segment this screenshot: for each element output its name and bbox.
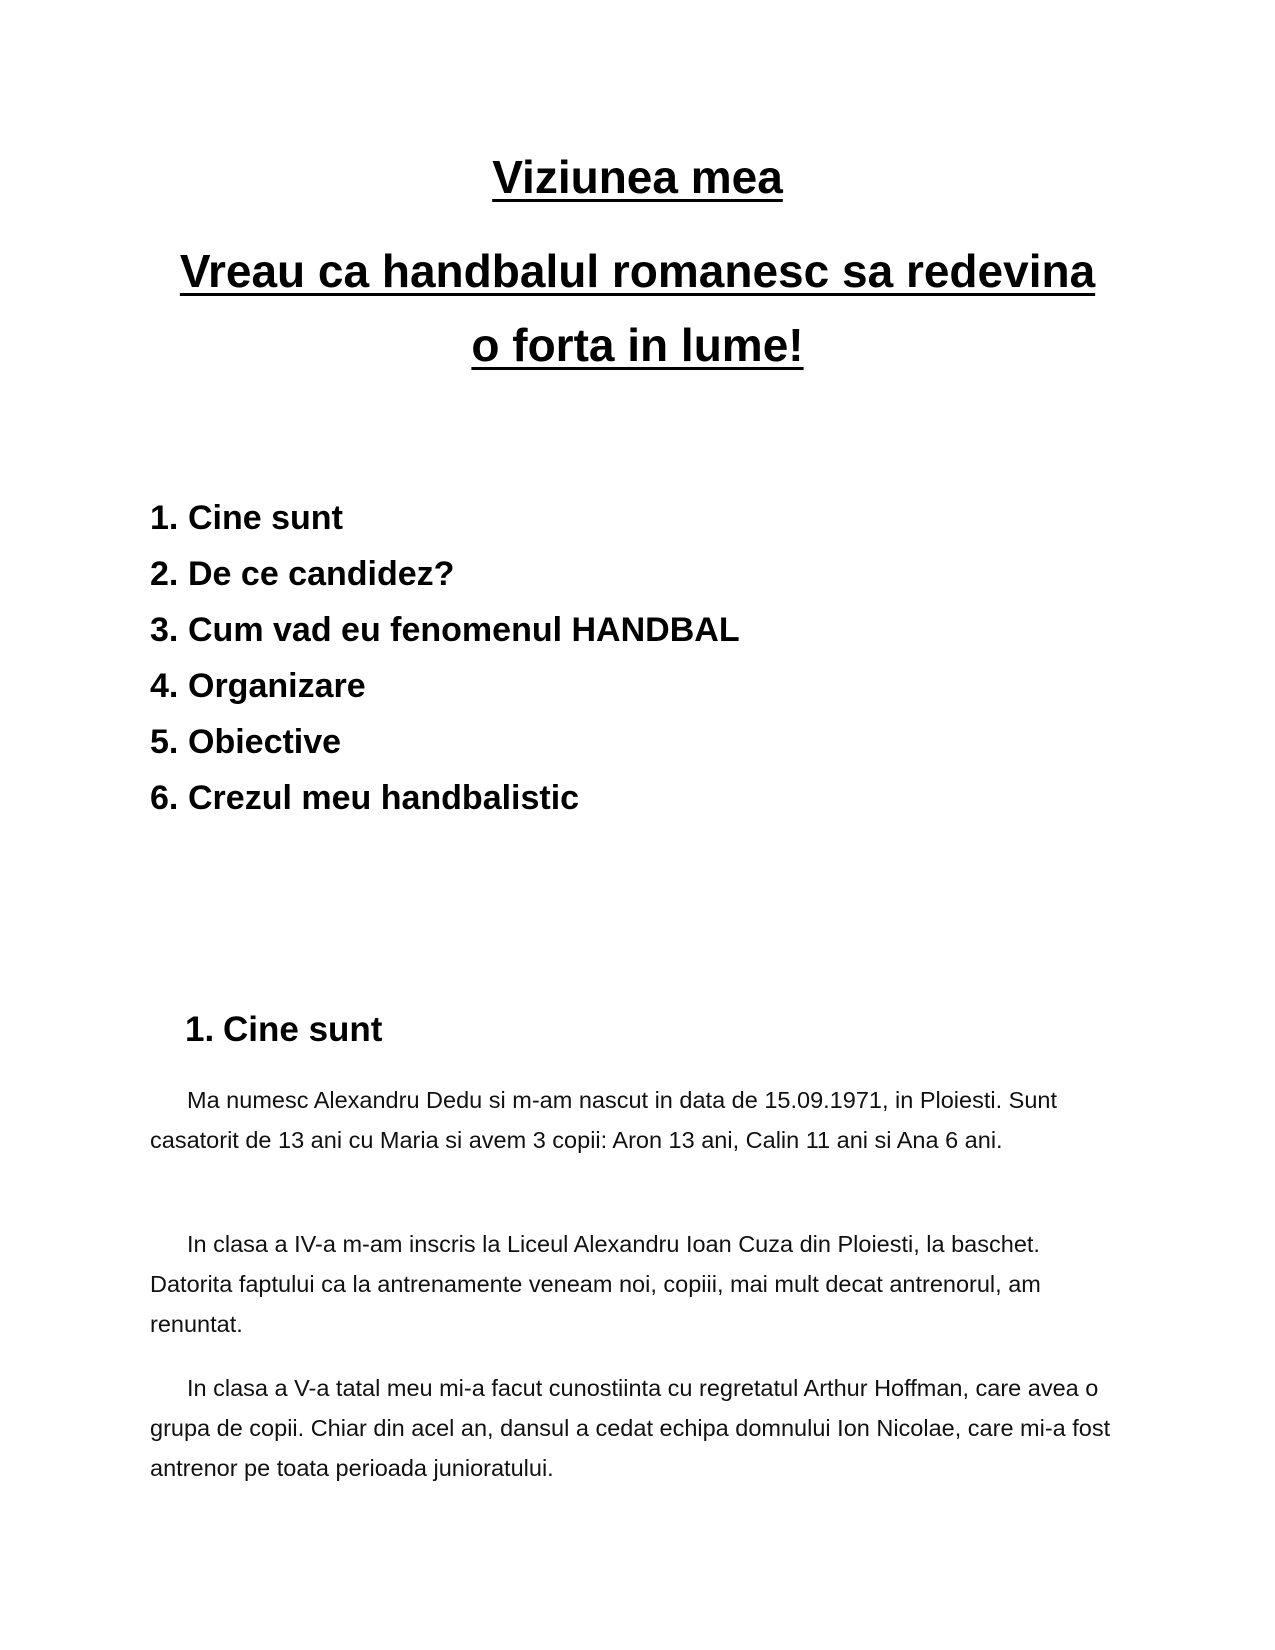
toc-item xyxy=(150,658,740,714)
toc-item-label: Cine sunt xyxy=(188,499,343,537)
document-title: Viziunea mea xyxy=(492,151,783,203)
document-subtitle-line-2: o forta in lume! xyxy=(471,319,804,371)
toc-item-number: 4. xyxy=(150,667,179,705)
section-number: 1. xyxy=(185,1010,215,1049)
paragraph: Ma numesc Alexandru Dedu si m-am nascut in data de 15.09.1971, in Ploiesti. Sunt casatorit de 13 ani cu Maria si avem 3 copii: Aron 13 ani, Calin 11 ani si Ana 6 ani. xyxy=(150,1087,1057,1153)
toc-item xyxy=(150,602,740,658)
toc-item-label: Obiective xyxy=(188,723,342,761)
table-of-contents xyxy=(150,490,740,826)
toc-item-number: 2. xyxy=(150,555,179,593)
toc-item-number: 1. xyxy=(150,499,179,537)
toc-item-label: Crezul meu handbalistic xyxy=(188,779,580,817)
toc-item xyxy=(150,546,740,602)
toc-item-label: Cum vad eu fenomenul HANDBAL xyxy=(188,611,740,649)
toc-item-number: 5. xyxy=(150,723,179,761)
section-heading xyxy=(185,1010,382,1050)
section-title: Cine sunt xyxy=(223,1010,383,1049)
toc-item-label: Organizare xyxy=(188,667,366,705)
toc-item-number: 6. xyxy=(150,779,179,817)
toc-item xyxy=(150,490,740,546)
paragraph: In clasa a IV-a m-am inscris la Liceul Alexandru Ioan Cuza din Ploiesti, la baschet. Datorita faptului ca la antrenamente veneam noi, copiii, mai mult decat antrenorul, am renuntat. xyxy=(150,1231,1041,1337)
toc-item-number: 3. xyxy=(150,611,179,649)
toc-item xyxy=(150,770,740,826)
toc-item xyxy=(150,714,740,770)
document-subtitle-line-1: Vreau ca handbalul romanesc sa redevina xyxy=(179,245,1096,297)
paragraph: In clasa a V-a tatal meu mi-a facut cunostiinta cu regretatul Arthur Hoffman, care avea o grupa de copii. Chiar din acel an, dansul a cedat echipa domnului Ion Nicolae, care mi-a fost antrenor pe toata perioada junioratului. xyxy=(150,1375,1111,1481)
toc-item-label: De ce candidez? xyxy=(188,555,455,593)
